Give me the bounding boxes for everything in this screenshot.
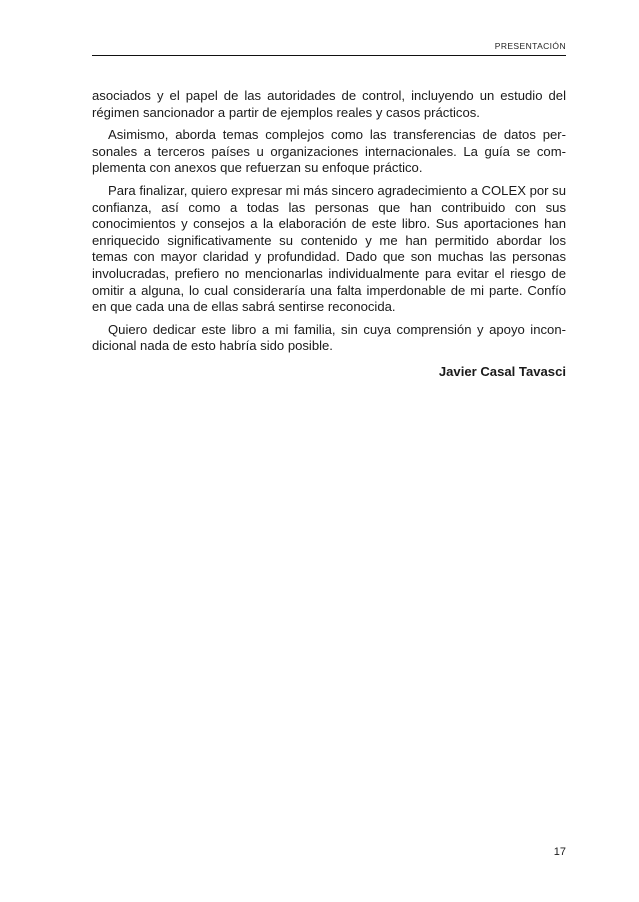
page-number: 17 bbox=[553, 846, 566, 858]
paragraph: Quiero dedicar este libro a mi familia, sin cuya comprensión y apoyo incondicional nada de esto habría sido posible. bbox=[92, 321, 566, 354]
paragraph: Asimismo, aborda temas complejos como las transferencias de datos personales a terceros países u organizaciones internacionales. La guía se complementa con anexos que refuerzan su enfoque práctico. bbox=[92, 127, 566, 176]
author-signature: Javier Casal Tavasci bbox=[438, 364, 566, 379]
running-head: PRESENTACIÓN bbox=[494, 41, 566, 51]
body-text bbox=[92, 88, 566, 361]
paragraph: Para finalizar, quiero expresar mi más sincero agradecimiento a COLEX por su confianza, así como a todas las personas que han contribuido con sus conocimientos y consejos a la elaboración de este libro. Sus aportaciones han enriquecido significativamente su contenido y me han permitido abordar los temas con mayor claridad y profundidad. Dado que son muchas las personas involucradas, prefiero no mencionarlas individualmente para evitar el riesgo de omitir a alguna, lo cual consideraría una falta imperdonable de mi parte. Confío en que cada una de ellas sabrá sentirse reconocida. bbox=[92, 182, 566, 315]
paragraph: asociados y el papel de las autoridades de control, incluyendo un estudio del régimen sancionador a partir de ejemplos reales y casos prácticos. bbox=[92, 88, 566, 120]
header-rule bbox=[92, 55, 566, 56]
